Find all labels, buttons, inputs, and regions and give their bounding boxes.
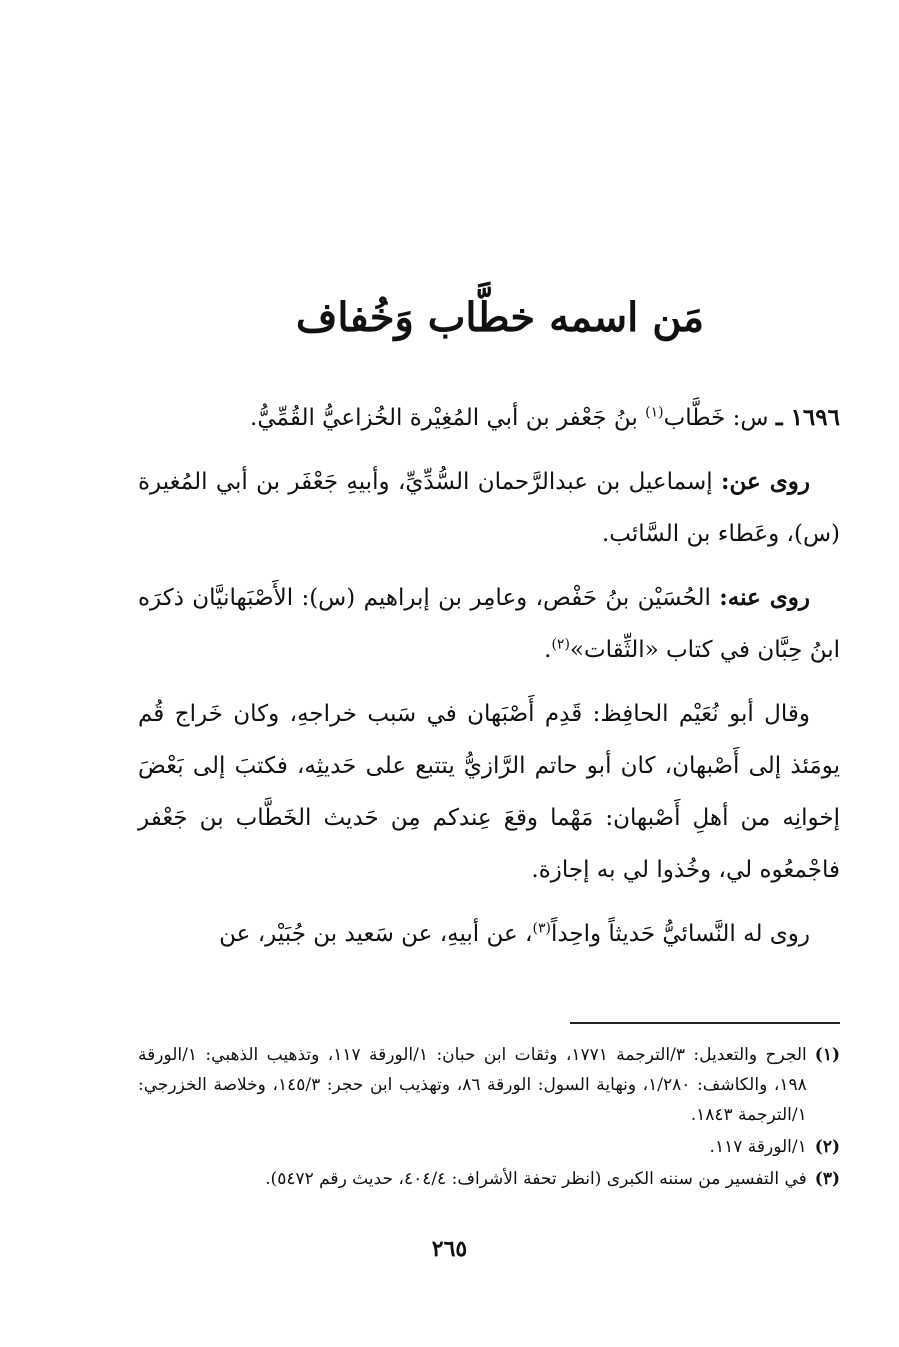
entry-heading: س: خَطَّاب [663,405,769,431]
body-text [138,392,840,972]
footnote-ref-3[interactable]: (٣) [532,920,551,937]
footnote-text: الجرح والتعديل: ٣/الترجمة ١٧٧١، وثقات ابن حبان: ١/الورقة ١١٧، وتذهيب الذهبي: ١/الورقة ١٩٨، والكاشف: ١/٢٨٠، ونهاية السول: الورقة ٨٦، وتهذيب ابن حجر: ١٤٥/٣، وخلاصة الخزرجي: ١/الترجمة ١٨٤٣. [138,1045,807,1125]
abu-nuaym-paragraph [138,688,840,896]
nasai-rest: ، عن أبيهِ، عن سَعيد بن جُبَيْر، عن [219,921,533,947]
narrated-from-paragraph [138,456,840,560]
footnote-3 [138,1164,840,1194]
narrated-from-lead: روى عن: [721,468,810,495]
abu-nuaym-text: وقال أبو نُعَيْم الحافِظ: قَدِم أَصْبَهان في سَبب خراجهِ، وكان خَراج قُم يومَئذ إلى أَصْبهان، كان أبو حاتم الرَّازيُّ يتتبع على حَديثِه، فكتبَ إلى بَعْضَ إخوانِه من أهلِ أَصْبهان: مَهْما وقعَ عِندكم مِن حَديث الخَطَّاب بن جَعْفر فاجْمعُوه لي، وخُذوا لي به إجازة. [138,701,840,883]
footnote-2 [138,1132,840,1162]
footnotes [138,1040,840,1196]
page-number: ٢٦٥ [431,1236,468,1262]
narrated-from-text: إسماعيل بن عبدالرَّحمان السُّدِّيِّ، وأبيهِ جَعْفَر بن أبي المُغيرة (س)، وعَطاء بن السَّائب. [138,469,840,547]
footnote-text: في التفسير من سننه الكبرى (انظر تحفة الأشراف: ٤٠٤/٤، حديث رقم ٥٤٧٢). [265,1169,807,1189]
entry-number: ١٦٩٦ ـ [775,404,840,431]
entry-heading-rest: بنُ جَعْفر بن أبي المُغِيْرة الخُزاعيُّ القُمِّيُّ. [250,405,638,431]
footnote-text: ١/الورقة ١١٧. [709,1137,807,1157]
nasai-paragraph [138,908,840,960]
entry-paragraph [138,392,840,444]
footnote-number: (١) [814,1045,840,1065]
narrated-by-lead: روى عنه: [719,584,810,611]
footnote-ref-1[interactable]: (١) [645,404,664,421]
footnote-number: (٣) [814,1169,840,1189]
footnote-1 [138,1040,840,1130]
footnote-ref-2[interactable]: (٢) [551,636,570,653]
narrated-by-text: الحُسَيْن بنُ حَفْص، وعامِر بن إبراهيم (س): الأَصْبَهانيَّان ذكرَه ابنُ حِبَّان في كتاب «الثِّقات» [138,585,840,663]
narrated-by-paragraph [138,572,840,676]
narrated-by-end: . [544,637,552,663]
footnote-divider [570,1022,840,1024]
footnote-number: (٢) [814,1137,840,1157]
chapter-title: مَن اسمه خطَّاب وَخُفاف [295,294,705,341]
nasai-text: روى له النَّسائيُّ حَديثاً واحِداً [550,921,810,947]
